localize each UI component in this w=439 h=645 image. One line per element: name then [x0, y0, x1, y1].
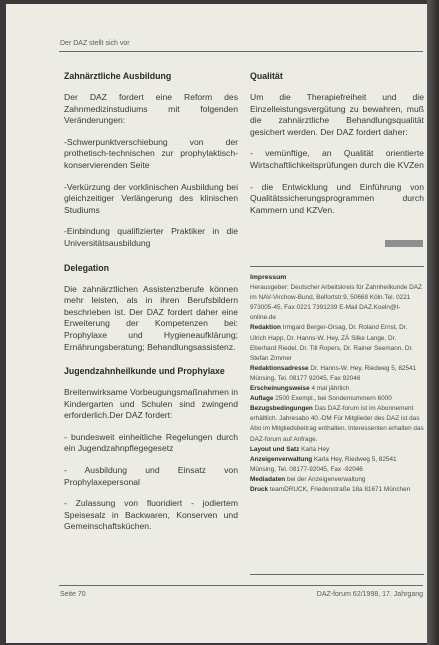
impressum-layout: Layout und Satz Karla Hey: [250, 445, 330, 453]
paragraph: Die zahnärztlichen Assistenzberufe können mehr leisten, als in ihren Berufsbildern beschrieben ist. Der DAZ fordert daher eine Erweiterung der Kompetenzen bei: Prophylaxe und Hygieneaufklärung; Ernährungsberatung; Behandlungsassistenz.: [64, 283, 238, 352]
impressum-adresse: Redaktionsadresse Dr. Hanns-W. Hey, Riedweg 5, 82541 Münsing, Tel. 08177 92045, Fax 92046: [250, 364, 417, 382]
impressum-anzeigen: Anzeigenverwaltung Karla Hey, Riedweg 5, 82541 Münsing, Tel. 08177-92045, Fax -92046: [250, 455, 397, 473]
paragraph: - Zulassung von fluoridiert - jodiertem Speisesalz in Backwaren, Konserven und Gemeinschaftsküchen.: [64, 498, 238, 532]
section-title-qualitaet: Qualität: [250, 71, 283, 81]
impressum-box: [250, 266, 424, 495]
section-title-ausbildung: Zahnärztliche Ausbildung: [64, 71, 172, 81]
paragraph: - vemünftige, an Qualität orientierte Wirtschaftlichkeitsprüfungen durch die KVZen: [250, 148, 424, 170]
right-column: [250, 70, 424, 216]
paragraph: -Einbindung qualifizierter Praktiker in die Universitätsausbildung: [64, 226, 238, 248]
impressum-herausgeber: Herausgeber: Deutscher Arbeitskreis für Zahnheilkunde DAZ im NAV-Virchow-Bund, Belfortstr.9, 50668 Köln.Tel. 0221 973005-45, Fax 0221 7391239 E-Mail DAZ.Koeln@t-online.de: [250, 284, 422, 322]
section-title-delegation: Delegation: [64, 262, 109, 273]
header-rule: [59, 51, 423, 52]
page-number: Seite 70: [60, 591, 86, 598]
paragraph: Der DAZ fordert eine Reform des Zahnmedizinstudiums mit folgenden Veränderungen:: [64, 92, 238, 126]
paragraph: - bundesweit einheitliche Regelungen durch ein Jugendzahnpflegegesetz: [64, 431, 238, 454]
left-column: [64, 70, 238, 533]
impressum-bottom-rule: [250, 574, 424, 575]
paragraph: - die Entwicklung und Einführung von Qualitätssicherungsprogrammen durch Kammern und KZVen.: [250, 181, 424, 215]
section-title-jugendzahnheilkunde: Jugendzahnheilkunde und Prophylaxe: [64, 366, 225, 377]
paragraph: -Schwerpunktverschiebung von der prothetisch-technischen zur prophylaktisch-konservierenden Seite: [64, 136, 238, 170]
paragraph: Breitenwirksame Vorbeugungsmaßnahmen in Kindergarten und Schulen sind zwingend erforderlich.Der DAZ fordert:: [64, 387, 238, 421]
impressum-mediadaten: Mediadaten bei der Anzeigenverwaltung: [250, 475, 366, 483]
page-edge-shadow: [427, 0, 439, 645]
impressum-bezug: Bezugsbedingungen Das DAZ-forum ist im Abonnement erhältlich. Jahresabo 40.-DM Für Mitglieder des DAZ ist das Abo im Mitgliedsbeitrag enthalten. Interessenten erhalten das DAZ-forum auf Anfrage.: [250, 405, 424, 443]
impressum-auflage: Auflage 2500 Exempl., bei Sondernummern 6000: [250, 395, 392, 403]
impressum-redaktion: Redaktion Irmgard Berger-Orsag, Dr. Roland Ernst, Dr. Ulrich Happ, Dr. Hanns-W. Hey, ZÄ Silke Lange, Dr. Eberhard Riedel, Dr. Till Ropers, Dr. Rainer Seemann, Dr. Stefan Zimmer: [250, 324, 414, 362]
paragraph: - Ausbildung und Einsatz von Prophylaxepersonal: [64, 465, 238, 487]
impressum-druck: Druck teamDRUCK, Friedenstraße 18a 81671 München: [250, 485, 411, 493]
issue-info: DAZ-forum 62/1998, 17. Jahrgang: [316, 591, 423, 598]
impressum-title: Impressum: [250, 274, 287, 281]
paragraph: Um die Therapiefreiheit und die Einzelleistungsvergütung zu bewahren, muß die zahnärztliche Behandlungsqualität gesichert werden. Der DAZ fordert daher:: [250, 92, 424, 137]
footer-rule: [59, 585, 423, 586]
impressum-erscheinung: Erscheinungsweise 4 mal jährlich: [250, 385, 350, 393]
running-head: Der DAZ stellt sich vor: [60, 40, 130, 47]
paragraph: -Verkürzung der vorklinischen Ausbildung bei gleichzeitiger Verlängerung des klinischen Studiums: [64, 181, 238, 215]
end-marker-bar: [385, 240, 423, 247]
